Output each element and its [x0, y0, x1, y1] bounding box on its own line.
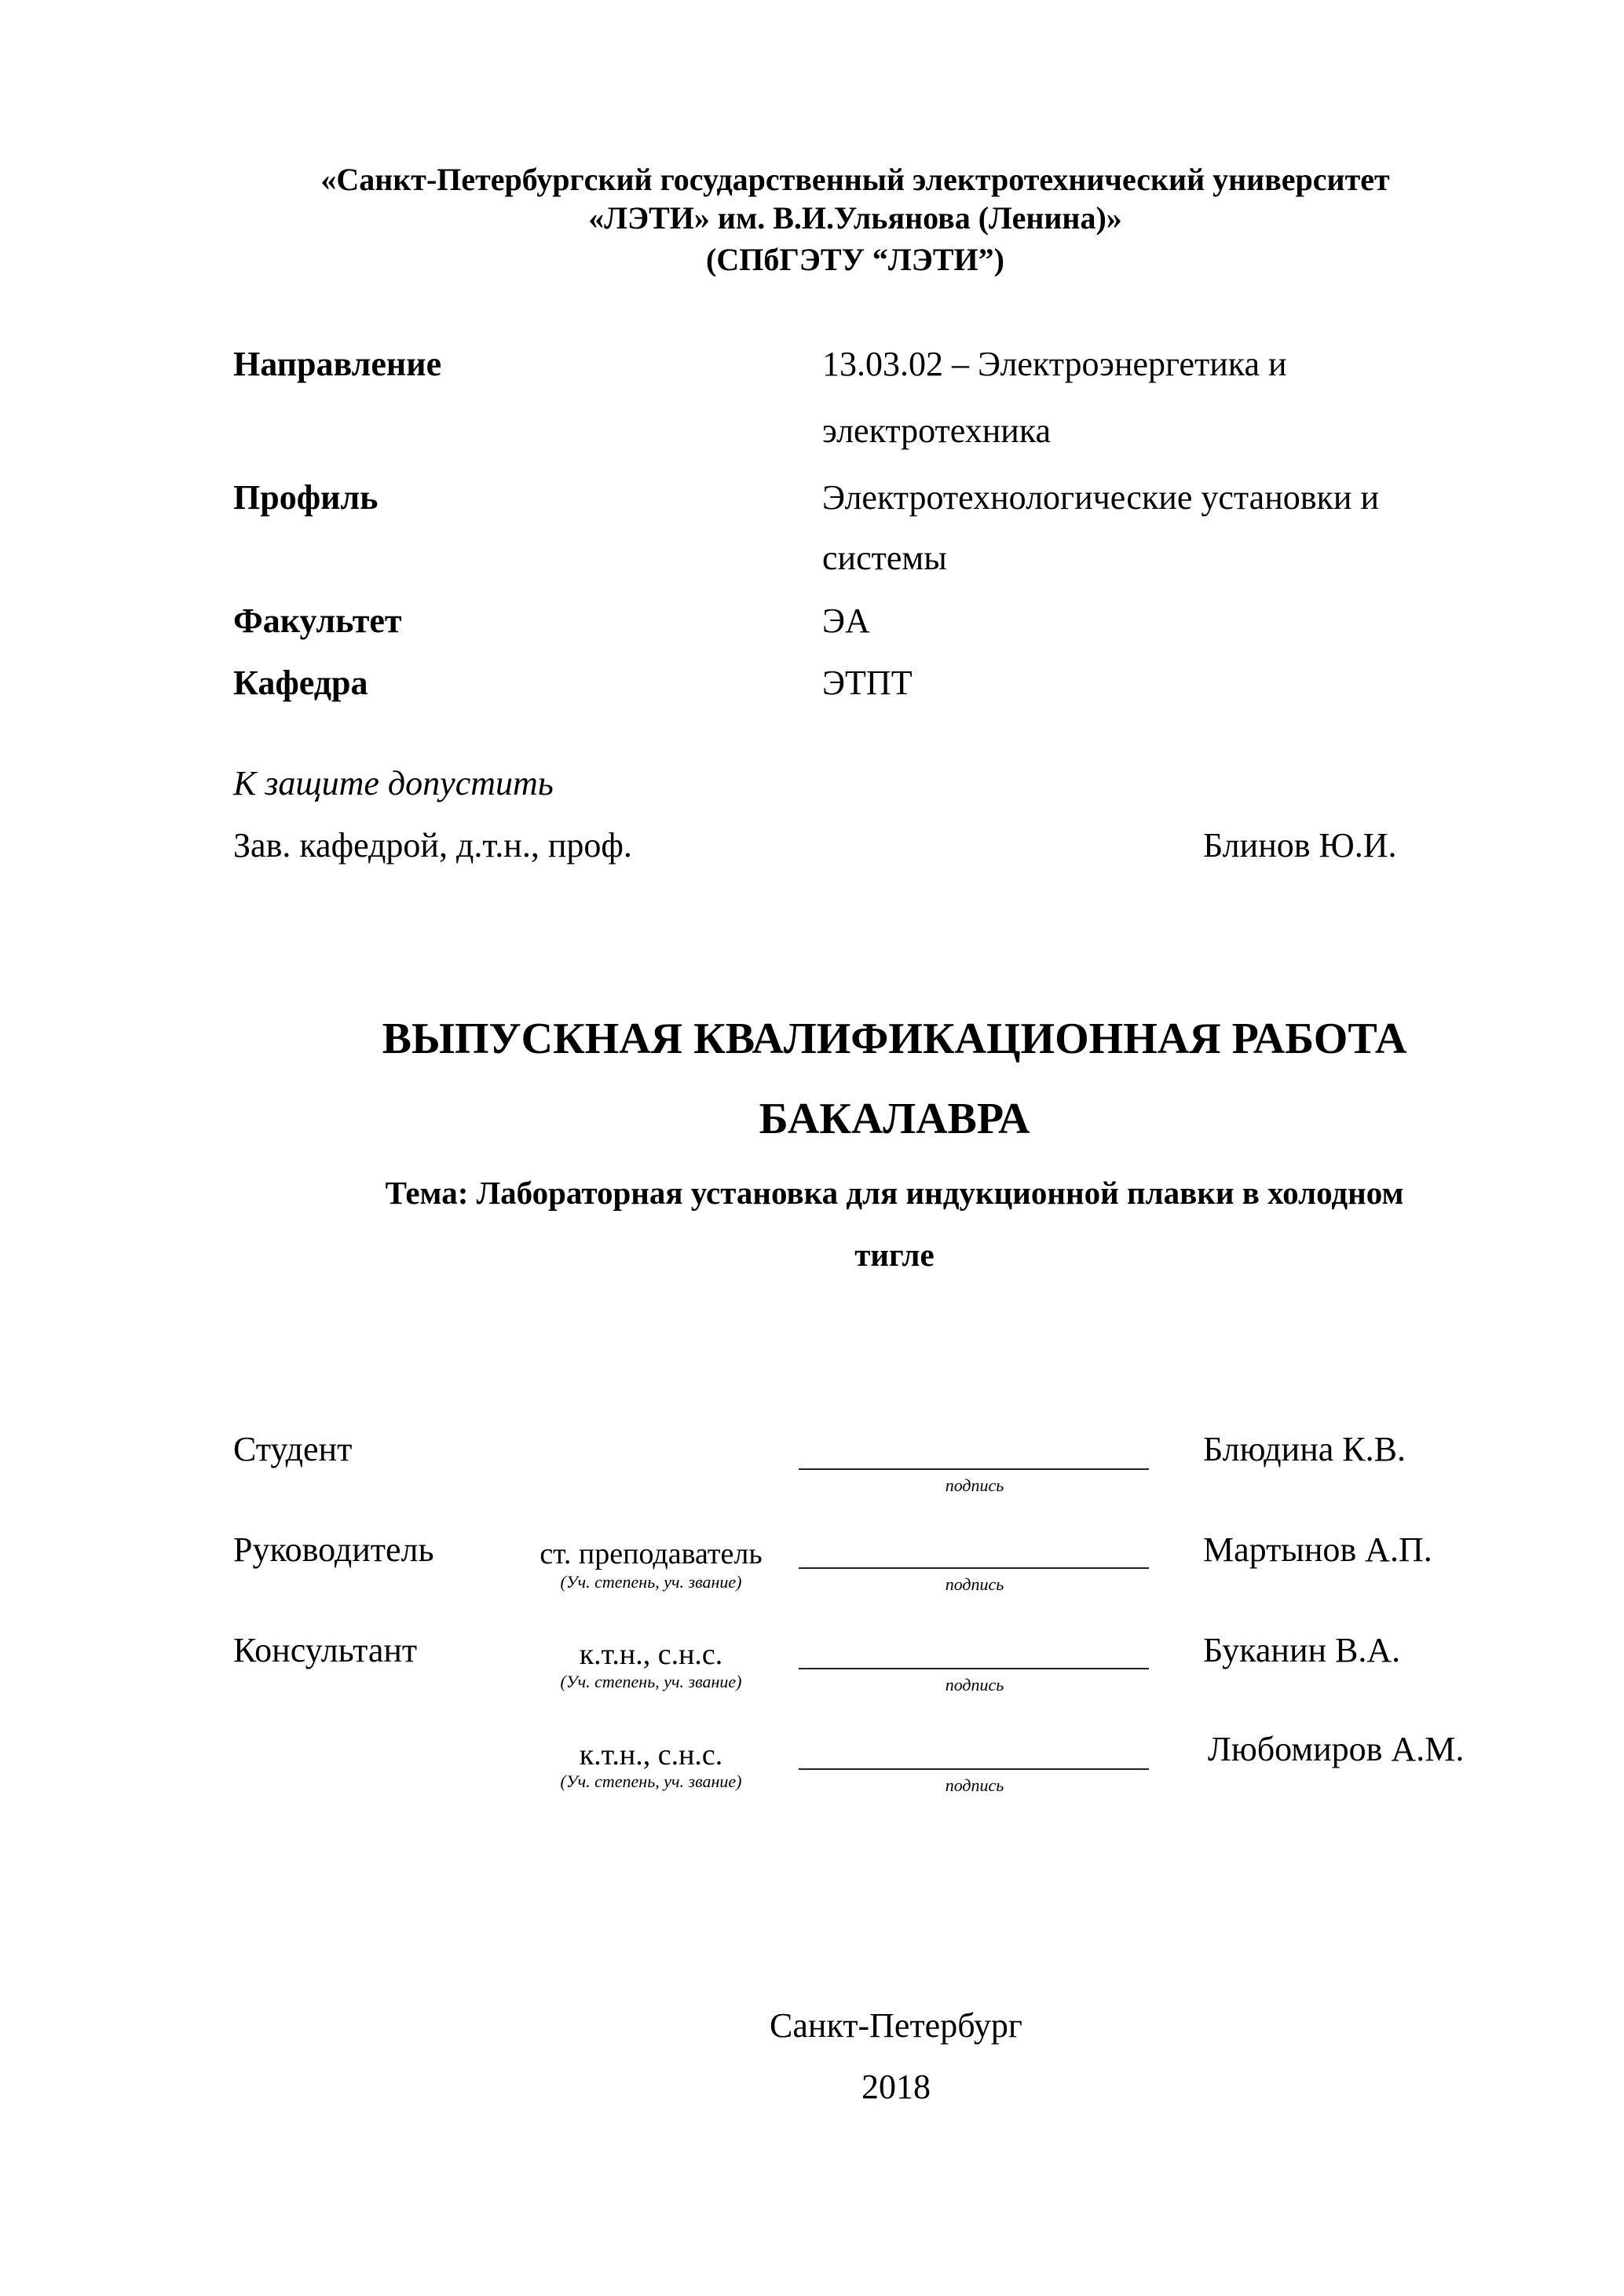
footer-city: Санкт-Петербург [770, 2006, 1022, 2045]
info-value-profile-cont: системы [822, 539, 947, 577]
info-label-department: Кафедра [233, 664, 368, 702]
degree-caption: (Уч. степень, уч. звание) [560, 1672, 742, 1691]
degree-caption: (Уч. степень, уч. звание) [560, 1572, 742, 1592]
signature-line [799, 1768, 1149, 1770]
name-student: Блюдина К.В. [1203, 1430, 1406, 1468]
approval-position: Зав. кафедрой, д.т.н., проф. [233, 826, 632, 865]
info-value-direction: 13.03.02 – Электроэнергетика и [822, 345, 1287, 383]
title-line2: БАКАЛАВРА [759, 1095, 1030, 1143]
info-label-direction: Направление [233, 345, 442, 383]
name-supervisor: Мартынов А.П. [1203, 1530, 1432, 1569]
role-consultant: Консультант [233, 1631, 418, 1669]
info-value-department: ЭТПТ [822, 664, 913, 702]
degree-consultant: к.т.н., с.н.с. [579, 1638, 723, 1671]
title-line1: ВЫПУСКНАЯ КВАЛИФИКАЦИОННАЯ РАБОТА [382, 1015, 1407, 1063]
name-consultant-2: Любомиров А.М. [1208, 1730, 1465, 1768]
info-value-direction-cont: электротехника [822, 411, 1052, 450]
signature-line [799, 1567, 1149, 1569]
university-name-line1: «Санкт-Петербургский государственный электротехнический университет [320, 162, 1390, 197]
role-supervisor: Руководитель [233, 1530, 434, 1569]
signature-line [799, 1668, 1149, 1669]
topic-line2: тигле [854, 1237, 935, 1273]
approval-heading: К защите допустить [233, 764, 554, 803]
info-value-profile: Электротехнологические установки и [822, 478, 1379, 517]
info-value-faculty: ЭА [822, 601, 870, 640]
name-consultant: Буканин В.А. [1203, 1631, 1401, 1669]
signature-caption: подпись [945, 1475, 1004, 1495]
topic-line1: Тема: Лабораторная установка для индукционной плавки в холодном [385, 1175, 1404, 1211]
degree-consultant-2: к.т.н., с.н.с. [579, 1738, 723, 1771]
role-student: Студент [233, 1430, 353, 1468]
signature-caption: подпись [945, 1775, 1004, 1795]
signature-caption: подпись [945, 1574, 1004, 1594]
signature-caption: подпись [945, 1675, 1004, 1695]
degree-caption: (Уч. степень, уч. звание) [560, 1771, 742, 1791]
university-abbrev: (СПбГЭТУ “ЛЭТИ”) [706, 242, 1004, 277]
degree-supervisor: ст. преподаватель [540, 1537, 763, 1570]
approval-name: Блинов Ю.И. [1203, 826, 1397, 865]
footer-year: 2018 [861, 2067, 931, 2106]
info-label-profile: Профиль [233, 478, 379, 517]
signature-line [799, 1468, 1149, 1470]
university-name-line2: «ЛЭТИ» им. В.И.Ульянова (Ленина)» [588, 200, 1122, 236]
info-label-faculty: Факультет [233, 601, 402, 640]
